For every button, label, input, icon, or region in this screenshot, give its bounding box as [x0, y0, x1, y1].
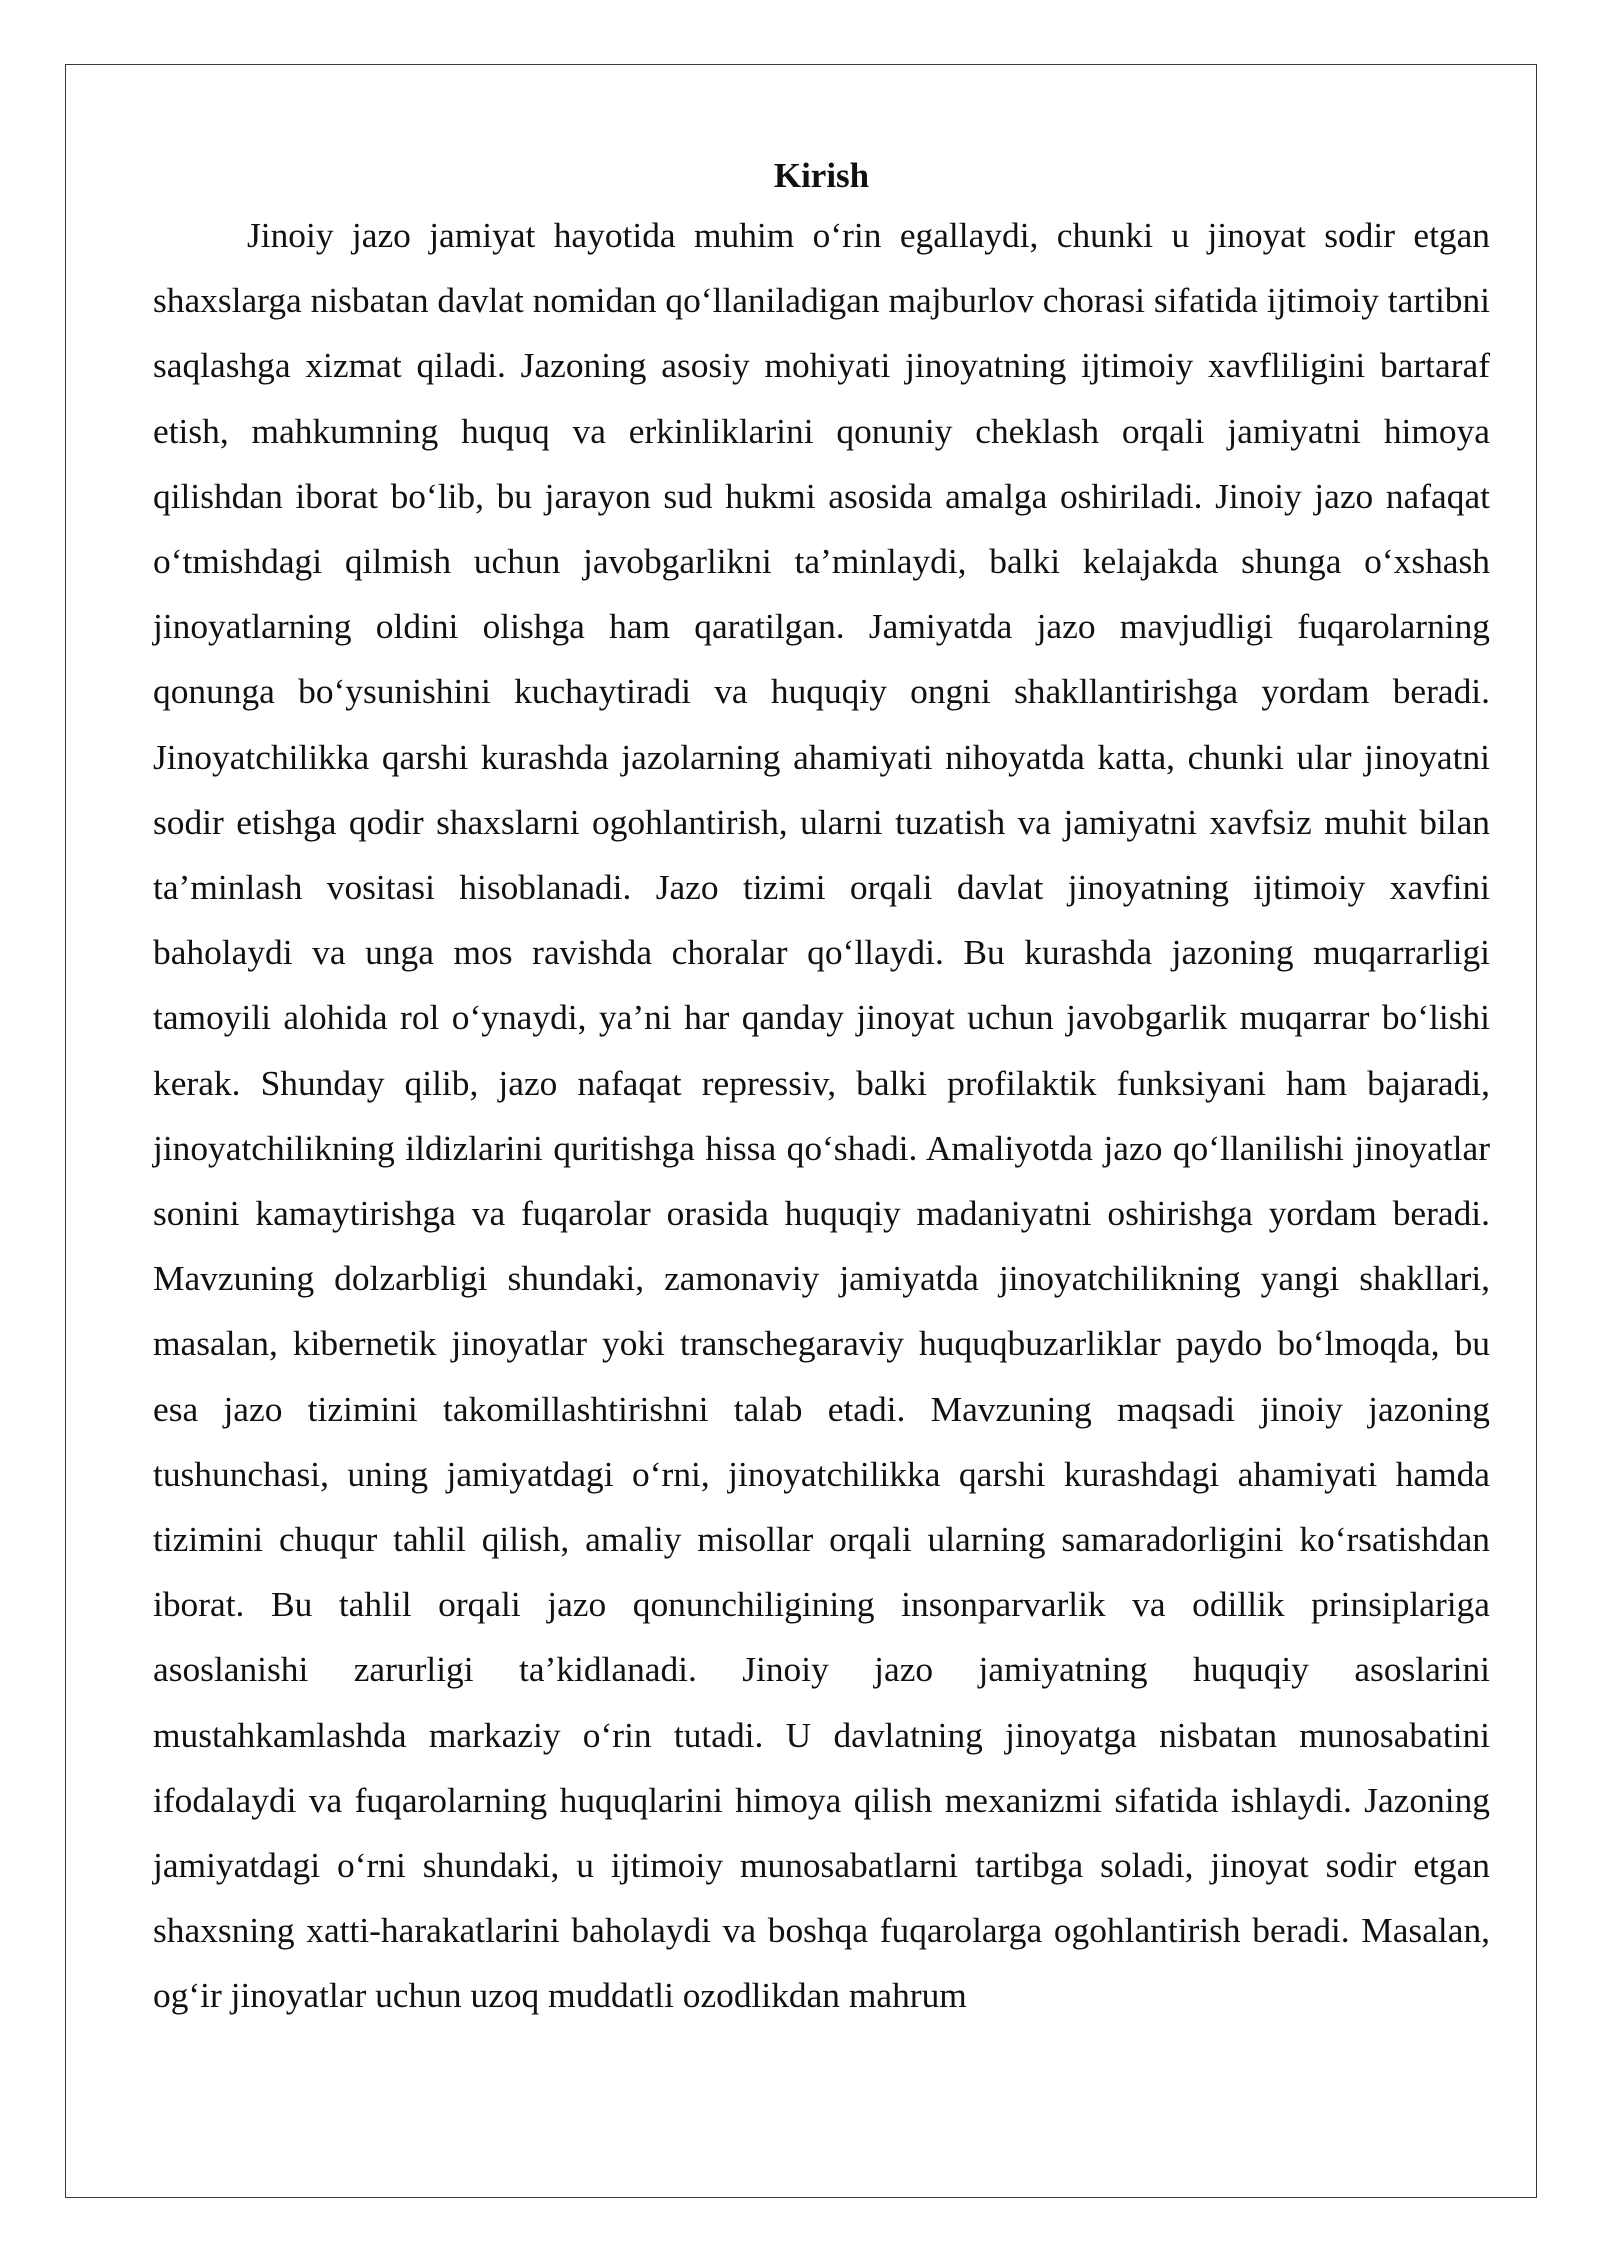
document-content [153, 148, 1490, 2029]
body-paragraph: Jinoiy jazo jamiyat hayotida muhim o‘rin egallaydi, chunki u jinoyat sodir etgan shaxslarga nisbatan davlat nomidan qo‘llaniladigan majburlov chorasi sifatida ijtimoiy tartibni saqlashga xizmat qiladi. Jazoning asosiy mohiyati jinoyatning ijtimoiy xavfliligini bartaraf etish, mahkumning huquq va erkinliklarini qonuniy cheklash orqali jamiyatni himoya qilishdan iborat bo‘lib, bu jarayon sud hukmi asosida amalga oshiriladi. Jinoiy jazo nafaqat o‘tmishdagi qilmish uchun javobgarlikni ta’minlaydi, balki kelajakda shunga o‘xshash jinoyatlarning oldini olishga ham qaratilgan. Jamiyatda jazo mavjudligi fuqarolarning qonunga bo‘ysunishini kuchaytiradi va huquqiy ongni shakllantirishga yordam beradi. Jinoyatchilikka qarshi kurashda jazolarning ahamiyati nihoyatda katta, chunki ular jinoyatni sodir etishga qodir shaxslarni ogohlantirish, ularni tuzatish va jamiyatni xavfsiz muhit bilan ta’minlash vositasi hisoblanadi. Jazo tizimi orqali davlat jinoyatning ijtimoiy xavfini baholaydi va unga mos ravishda choralar qo‘llaydi. Bu kurashda jazoning muqarrarligi tamoyili alohida rol o‘ynaydi, ya’ni har qanday jinoyat uchun javobgarlik muqarrar bo‘lishi kerak. Shunday qilib, jazo nafaqat repressiv, balki profilaktik funksiyani ham bajaradi, jinoyatchilikning ildizlarini quritishga hissa qo‘shadi. Amaliyotda jazo qo‘llanilishi jinoyatlar sonini kamaytirishga va fuqarolar orasida huquqiy madaniyatni oshirishga yordam beradi. Mavzuning dolzarbligi shundaki, zamonaviy jamiyatda jinoyatchilikning yangi shakllari, masalan, kibernetik jinoyatlar yoki transchegaraviy huquqbuzarliklar paydo bo‘lmoqda, bu esa jazo tizimini takomillashtirishni talab etadi. Mavzuning maqsadi jinoiy jazoning tushunchasi, uning jamiyatdagi o‘rni, jinoyatchilikka qarshi kurashdagi ahamiyati hamda tizimini chuqur tahlil qilish, amaliy misollar orqali ularning samaradorligini ko‘rsatishdan iborat. Bu tahlil orqali jazo qonunchiligining insonparvarlik va odillik prinsiplariga asoslanishi zarurligi ta’kidlanadi. Jinoiy jazo jamiyatning huquqiy asoslarini mustahkamlashda markaziy o‘rin tutadi. U davlatning jinoyatga nisbatan munosabatini ifodalaydi va fuqarolarning huquqlarini himoya qilish mexanizmi sifatida ishlaydi. Jazoning jamiyatdagi o‘rni shundaki, u ijtimoiy munosabatlarni tartibga soladi, jinoyat sodir etgan shaxsning xatti-harakatlarini baholaydi va boshqa fuqarolarga ogohlantirish beradi. Masalan, og‘ir jinoyatlar uchun uzoq muddatli ozodlikdan mahrum [153, 215, 1490, 2016]
document-title: Kirish [773, 156, 870, 195]
